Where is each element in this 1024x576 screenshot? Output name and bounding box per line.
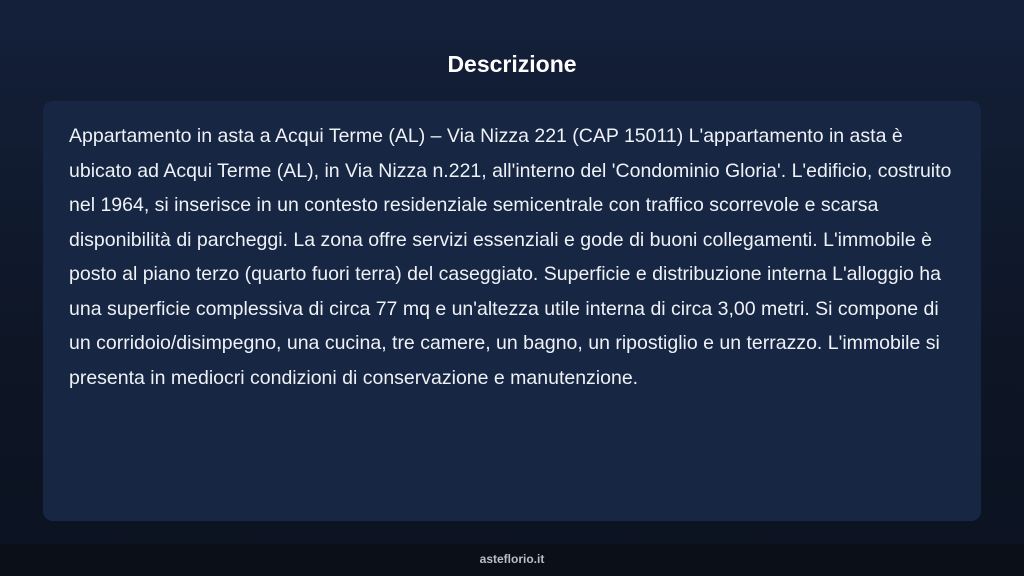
page-title: Descrizione [447,51,577,77]
description-card [43,101,981,521]
footer-site-label: asteflorio.it [479,552,545,566]
footer [0,544,1024,576]
description-text: Appartamento in asta a Acqui Terme (AL) – Via Nizza 221 (CAP 15011) L'appartamento in asta è ubicato ad Acqui Terme (AL), in Via Nizza n.221, all'interno del 'Condominio Gloria'. L'edificio, costruito nel 1964, si inserisce in un contesto residenziale semicentrale con traffico scorrevole e scarsa disponibilità di parcheggi. La zona offre servizi essenziali e gode di buoni collegamenti. L'immobile è posto al piano terzo (quarto fuori terra) del caseggiato. Superficie e distribuzione interna L'alloggio ha una superficie complessiva di circa 77 mq e un'altezza utile interna di circa 3,00 metri. Si compone di un corridoio/disimpegno, una cucina, tre camere, un bagno, un ripostiglio e un terrazzo. L'immobile si presenta in mediocri condizioni di conservazione e manutenzione. [69,125,952,389]
